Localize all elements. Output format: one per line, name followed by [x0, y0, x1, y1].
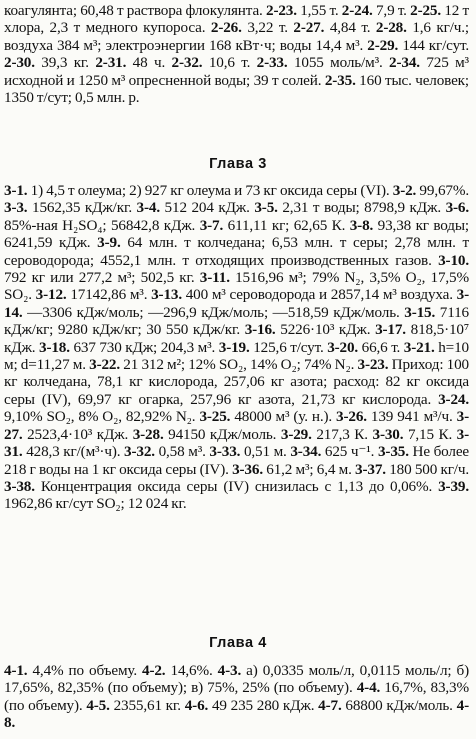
chapter-4-answers: [4, 662, 469, 732]
answers-chapter-2-continuation: [4, 2, 469, 106]
answers-text: 3-1. 1) 4,5 т олеума; 2) 927 кг олеума и 73 кг оксида серы (VI). 3-2. 99,67%. 3-3. 1562,35 кДж/кг. 3-4. 512 204 кДж. 3-5. 2,31 т воды; 8798,9 кДж. 3-6. 85%-ная H₂SO₄; 56842,8 кДж. 3-7. 611,11 кг; 62,65 К. 3-8. 93,38 кг воды; 6241,59 кДж. 3-9. 64 млн. т колчедана; 6,53 млн. т серы; 2,78 млн. т сероводорода; 4552,1 млн. т отходящих производственных газов. 3-10. 792 кг или 277,2 м³; 502,5 кг. 3-11. 1516,96 м³; 79% N₂, 3,5% O₂, 17,5% SO₂. 3-12. 17142,86 м³. 3-13. 400 м³ сероводорода и 2857,14 м³ воздуха. 3-14. —3306 кДж/моль; —296,9 кДж/моль; —518,59 кДж/моль. 3-15. 7116 кДж/кг; 9280 кДж/кг; 30 550 кДж/кг. 3-16. 5226·10³ кДж. 3-17. 818,5·10⁷ кДж. 3-18. 637 730 кДж; 204,3 м³. 3-19. 125,6 т/сут. 3-20. 66,6 т. 3-21. h=10 м; d=11,27 м. 3-22. 21 312 м²; 12% SO₂, 14% O₂; 74% N₂. 3-23. Приход: 100 кг колчедана, 78,1 кг кислорода, 257,06 кг азота; расход: 82 кг оксида серы (IV), 69,97 кг огарка, 257,96 кг азота, 21,73 кг кислорода. 3-24. 9,10% SO₂, 8% O₂, 82,92% N₂. 3-25. 48000 м³ (у. н.). 3-26. 139 941 м³/ч. 3-27. 2523,4·10³ кДж. 3-28. 94150 кДж/моль. 3-29. 217,3 К. 3-30. 7,15 К. 3-31. 428,3 кг/(м³·ч). 3-32. 0,58 м³. 3-33. 0,51 м. 3-34. 625 ч⁻¹. 3-35. Не более 218 г воды на 1 кг оксида серы (IV). 3-36. 61,2 м³; 6,4 м. 3-37. 180 500 кг/ч. 3-38. Концентрация оксида серы (IV) снизилась с 1,13 до 0,06%. 3-39. 1962,86 кг/сут SO₂; 12 024 кг.: [4, 182, 470, 513]
chapter-3-answers: [4, 182, 469, 513]
chapter-4-heading: Глава 4: [209, 635, 267, 651]
answers-text: коагулянта; 60,48 т раствора флокулянта. 2-23. 1,55 т. 2-24. 7,9 т. 2-25. 12 т хлора, 2,3 т медного купороса. 2-26. 3,22 т. 2-27. 4,84 т. 2-28. 1,6 кг/ч.; воздуха 384 м³; электроэнергии 168 кВт·ч; воды 14,4 м³. 2-29. 144 кг/сут. 2-30. 39,3 кг. 2-31. 48 ч. 2-32. 10,6 т. 2-33. 1055 моль/м³. 2-34. 725 м³ исходной и 1250 м³ опресненной воды; 39 т солей. 2-35. 160 тыс. человек; 1350 т/сут; 0,5 млн. р.: [4, 2, 470, 107]
chapter-3-heading: Глава 3: [209, 156, 267, 172]
answers-text: 4-1. 4,4% по объему. 4-2. 14,6%. 4-3. а) 0,0335 моль/л, 0,0115 моль/л; б) 17,65%, 82,35% (по объему); в) 75%, 25% (по объему). 4-4. 16,7%, 83,3% (по объему). 4-5. 2355,61 кг. 4-6. 49 235 280 кДж. 4-7. 68800 кДж/моль. 4-8.: [4, 662, 470, 732]
